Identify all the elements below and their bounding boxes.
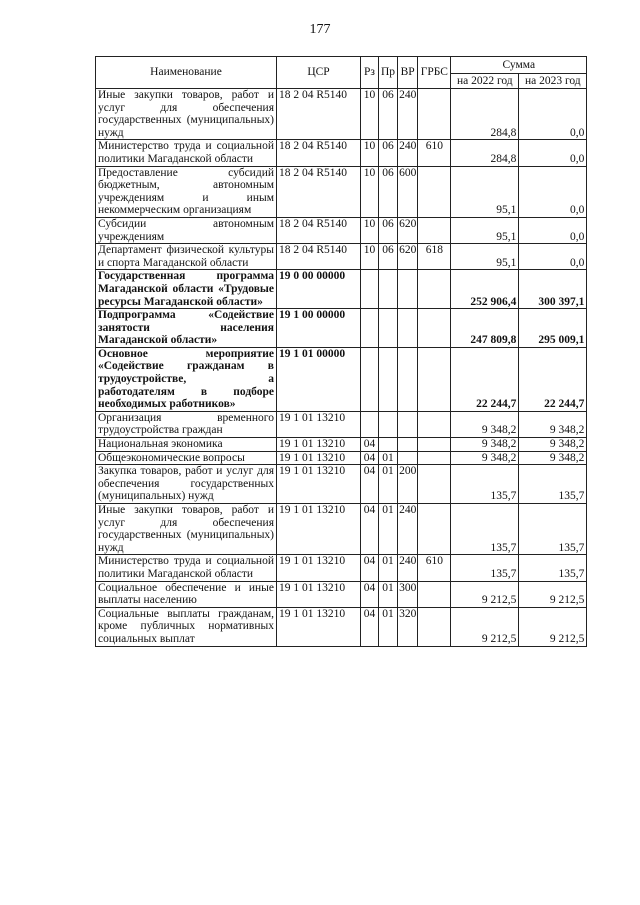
cell-rz: 04 (361, 451, 379, 465)
cell-sum-2022: 284,8 (451, 89, 519, 140)
cell-vr: 600 (398, 166, 418, 217)
cell-rz: 04 (361, 438, 379, 452)
cell-pr (379, 438, 398, 452)
cell-vr: 620 (398, 217, 418, 243)
cell-sum-2022: 135,7 (451, 504, 519, 555)
cell-grbs (418, 347, 451, 411)
cell-vr: 240 (398, 504, 418, 555)
cell-sum-2023: 22 244,7 (519, 347, 587, 411)
cell-rz: 04 (361, 581, 379, 607)
cell-sum-2023: 135,7 (519, 555, 587, 581)
cell-grbs: 618 (418, 244, 451, 270)
cell-csr: 18 2 04 R5140 (277, 140, 361, 166)
cell-vr: 240 (398, 555, 418, 581)
table-row (96, 270, 587, 309)
cell-rz: 10 (361, 166, 379, 217)
table-row (96, 438, 587, 452)
cell-rz: 04 (361, 465, 379, 504)
cell-vr (398, 451, 418, 465)
cell-sum-2022: 95,1 (451, 166, 519, 217)
cell-name: Закупка товаров, работ и услуг для обеспечения государственных (муниципальных) нужд (96, 465, 277, 504)
cell-sum-2022: 9 348,2 (451, 411, 519, 437)
budget-table (95, 56, 587, 647)
table-body (96, 89, 587, 647)
cell-name: Иные закупки товаров, работ и услуг для обеспечения государственных (муниципальных) нужд (96, 89, 277, 140)
cell-name: Департамент физической культуры и спорта Магаданской области (96, 244, 277, 270)
cell-grbs (418, 504, 451, 555)
cell-sum-2022: 247 809,8 (451, 309, 519, 348)
table-row (96, 347, 587, 411)
cell-name: Иные закупки товаров, работ и услуг для обеспечения государственных (муниципальных) нужд (96, 504, 277, 555)
cell-pr: 06 (379, 140, 398, 166)
cell-csr: 19 1 01 13210 (277, 555, 361, 581)
cell-csr: 19 1 01 13210 (277, 465, 361, 504)
table-row (96, 581, 587, 607)
cell-sum-2023: 0,0 (519, 89, 587, 140)
cell-sum-2023: 9 212,5 (519, 581, 587, 607)
cell-sum-2022: 9 348,2 (451, 438, 519, 452)
cell-vr (398, 411, 418, 437)
cell-vr: 240 (398, 89, 418, 140)
cell-sum-2022: 9 348,2 (451, 451, 519, 465)
cell-pr: 01 (379, 465, 398, 504)
cell-sum-2023: 295 009,1 (519, 309, 587, 348)
cell-pr (379, 309, 398, 348)
cell-grbs (418, 607, 451, 646)
cell-vr: 300 (398, 581, 418, 607)
cell-pr: 01 (379, 607, 398, 646)
cell-rz (361, 309, 379, 348)
cell-pr: 06 (379, 166, 398, 217)
cell-sum-2023: 135,7 (519, 465, 587, 504)
cell-name: Национальная экономика (96, 438, 277, 452)
cell-grbs (418, 411, 451, 437)
cell-sum-2023: 0,0 (519, 140, 587, 166)
cell-name: Организация временного трудоустройства граждан (96, 411, 277, 437)
cell-pr: 01 (379, 581, 398, 607)
cell-grbs (418, 309, 451, 348)
cell-sum-2023: 0,0 (519, 244, 587, 270)
table-row (96, 504, 587, 555)
table-row (96, 217, 587, 243)
table-row (96, 607, 587, 646)
cell-sum-2023: 135,7 (519, 504, 587, 555)
cell-csr: 18 2 04 R5140 (277, 217, 361, 243)
cell-grbs (418, 581, 451, 607)
cell-rz: 04 (361, 504, 379, 555)
cell-pr: 06 (379, 89, 398, 140)
header-grbs: ГРБС (418, 57, 451, 89)
header-year-2022: на 2022 год (451, 74, 519, 89)
cell-grbs (418, 270, 451, 309)
cell-rz: 04 (361, 607, 379, 646)
cell-csr: 19 1 01 13210 (277, 411, 361, 437)
budget-table-wrapper (95, 56, 587, 647)
header-name: Наименование (96, 57, 277, 89)
cell-name: Социальные выплаты гражданам, кроме публичных нормативных социальных выплат (96, 607, 277, 646)
cell-csr: 18 2 04 R5140 (277, 89, 361, 140)
cell-grbs: 610 (418, 555, 451, 581)
cell-csr: 19 1 00 00000 (277, 309, 361, 348)
table-row (96, 411, 587, 437)
cell-grbs (418, 89, 451, 140)
cell-rz (361, 347, 379, 411)
header-year-2023: на 2023 год (519, 74, 587, 89)
cell-sum-2022: 135,7 (451, 555, 519, 581)
cell-name: Предоставление субсидий бюджетным, автономным учреждениям и иным некоммерческим организациям (96, 166, 277, 217)
header-sum: Сумма (451, 57, 587, 74)
cell-rz: 10 (361, 217, 379, 243)
cell-grbs (418, 438, 451, 452)
cell-vr (398, 309, 418, 348)
cell-sum-2023: 9 348,2 (519, 438, 587, 452)
cell-rz: 04 (361, 555, 379, 581)
cell-name: Общеэкономические вопросы (96, 451, 277, 465)
cell-pr: 01 (379, 451, 398, 465)
cell-sum-2023: 9 212,5 (519, 607, 587, 646)
table-row (96, 465, 587, 504)
cell-sum-2022: 95,1 (451, 244, 519, 270)
cell-grbs (418, 465, 451, 504)
cell-sum-2022: 9 212,5 (451, 581, 519, 607)
cell-csr: 19 1 01 13210 (277, 438, 361, 452)
cell-csr: 19 1 01 13210 (277, 451, 361, 465)
cell-csr: 18 2 04 R5140 (277, 166, 361, 217)
cell-sum-2022: 252 906,4 (451, 270, 519, 309)
cell-sum-2022: 284,8 (451, 140, 519, 166)
cell-pr: 01 (379, 555, 398, 581)
cell-pr: 01 (379, 504, 398, 555)
cell-pr (379, 270, 398, 309)
cell-vr: 200 (398, 465, 418, 504)
cell-csr: 19 1 01 00000 (277, 347, 361, 411)
cell-csr: 18 2 04 R5140 (277, 244, 361, 270)
cell-pr (379, 347, 398, 411)
cell-rz: 10 (361, 89, 379, 140)
cell-sum-2022: 135,7 (451, 465, 519, 504)
cell-grbs (418, 166, 451, 217)
cell-sum-2023: 9 348,2 (519, 411, 587, 437)
cell-name: Министерство труда и социальной политики Магаданской области (96, 555, 277, 581)
cell-vr (398, 270, 418, 309)
table-row (96, 89, 587, 140)
cell-rz (361, 270, 379, 309)
cell-sum-2023: 300 397,1 (519, 270, 587, 309)
header-pr: Пр (379, 57, 398, 89)
cell-sum-2022: 95,1 (451, 217, 519, 243)
cell-name: Подпрограмма «Содействие занятости населения Магаданской области» (96, 309, 277, 348)
cell-sum-2023: 0,0 (519, 217, 587, 243)
cell-sum-2023: 9 348,2 (519, 451, 587, 465)
cell-name: Министерство труда и социальной политики Магаданской области (96, 140, 277, 166)
cell-name: Основное мероприятие «Содействие гражданам в трудоустройстве, а работодателям в подборе необходимых работников» (96, 347, 277, 411)
cell-name: Социальное обеспечение и иные выплаты населению (96, 581, 277, 607)
table-row (96, 451, 587, 465)
cell-sum-2022: 9 212,5 (451, 607, 519, 646)
header-csr: ЦСР (277, 57, 361, 89)
cell-name: Субсидии автономным учреждениям (96, 217, 277, 243)
cell-csr: 19 1 01 13210 (277, 504, 361, 555)
cell-name: Государственная программа Магаданской области «Трудовые ресурсы Магаданской области» (96, 270, 277, 309)
table-row (96, 244, 587, 270)
cell-vr: 240 (398, 140, 418, 166)
table-row (96, 309, 587, 348)
cell-pr: 06 (379, 244, 398, 270)
table-row (96, 140, 587, 166)
cell-rz: 10 (361, 244, 379, 270)
header-vr: ВР (398, 57, 418, 89)
table-row (96, 555, 587, 581)
cell-grbs (418, 217, 451, 243)
table-row (96, 166, 587, 217)
cell-csr: 19 1 01 13210 (277, 581, 361, 607)
cell-rz: 10 (361, 140, 379, 166)
cell-vr (398, 347, 418, 411)
cell-csr: 19 0 00 00000 (277, 270, 361, 309)
cell-rz (361, 411, 379, 437)
cell-vr: 620 (398, 244, 418, 270)
cell-sum-2023: 0,0 (519, 166, 587, 217)
cell-grbs: 610 (418, 140, 451, 166)
cell-vr (398, 438, 418, 452)
cell-sum-2022: 22 244,7 (451, 347, 519, 411)
cell-pr: 06 (379, 217, 398, 243)
cell-csr: 19 1 01 13210 (277, 607, 361, 646)
page-number: 177 (309, 22, 331, 37)
cell-grbs (418, 451, 451, 465)
cell-pr (379, 411, 398, 437)
header-rz: Рз (361, 57, 379, 89)
cell-vr: 320 (398, 607, 418, 646)
